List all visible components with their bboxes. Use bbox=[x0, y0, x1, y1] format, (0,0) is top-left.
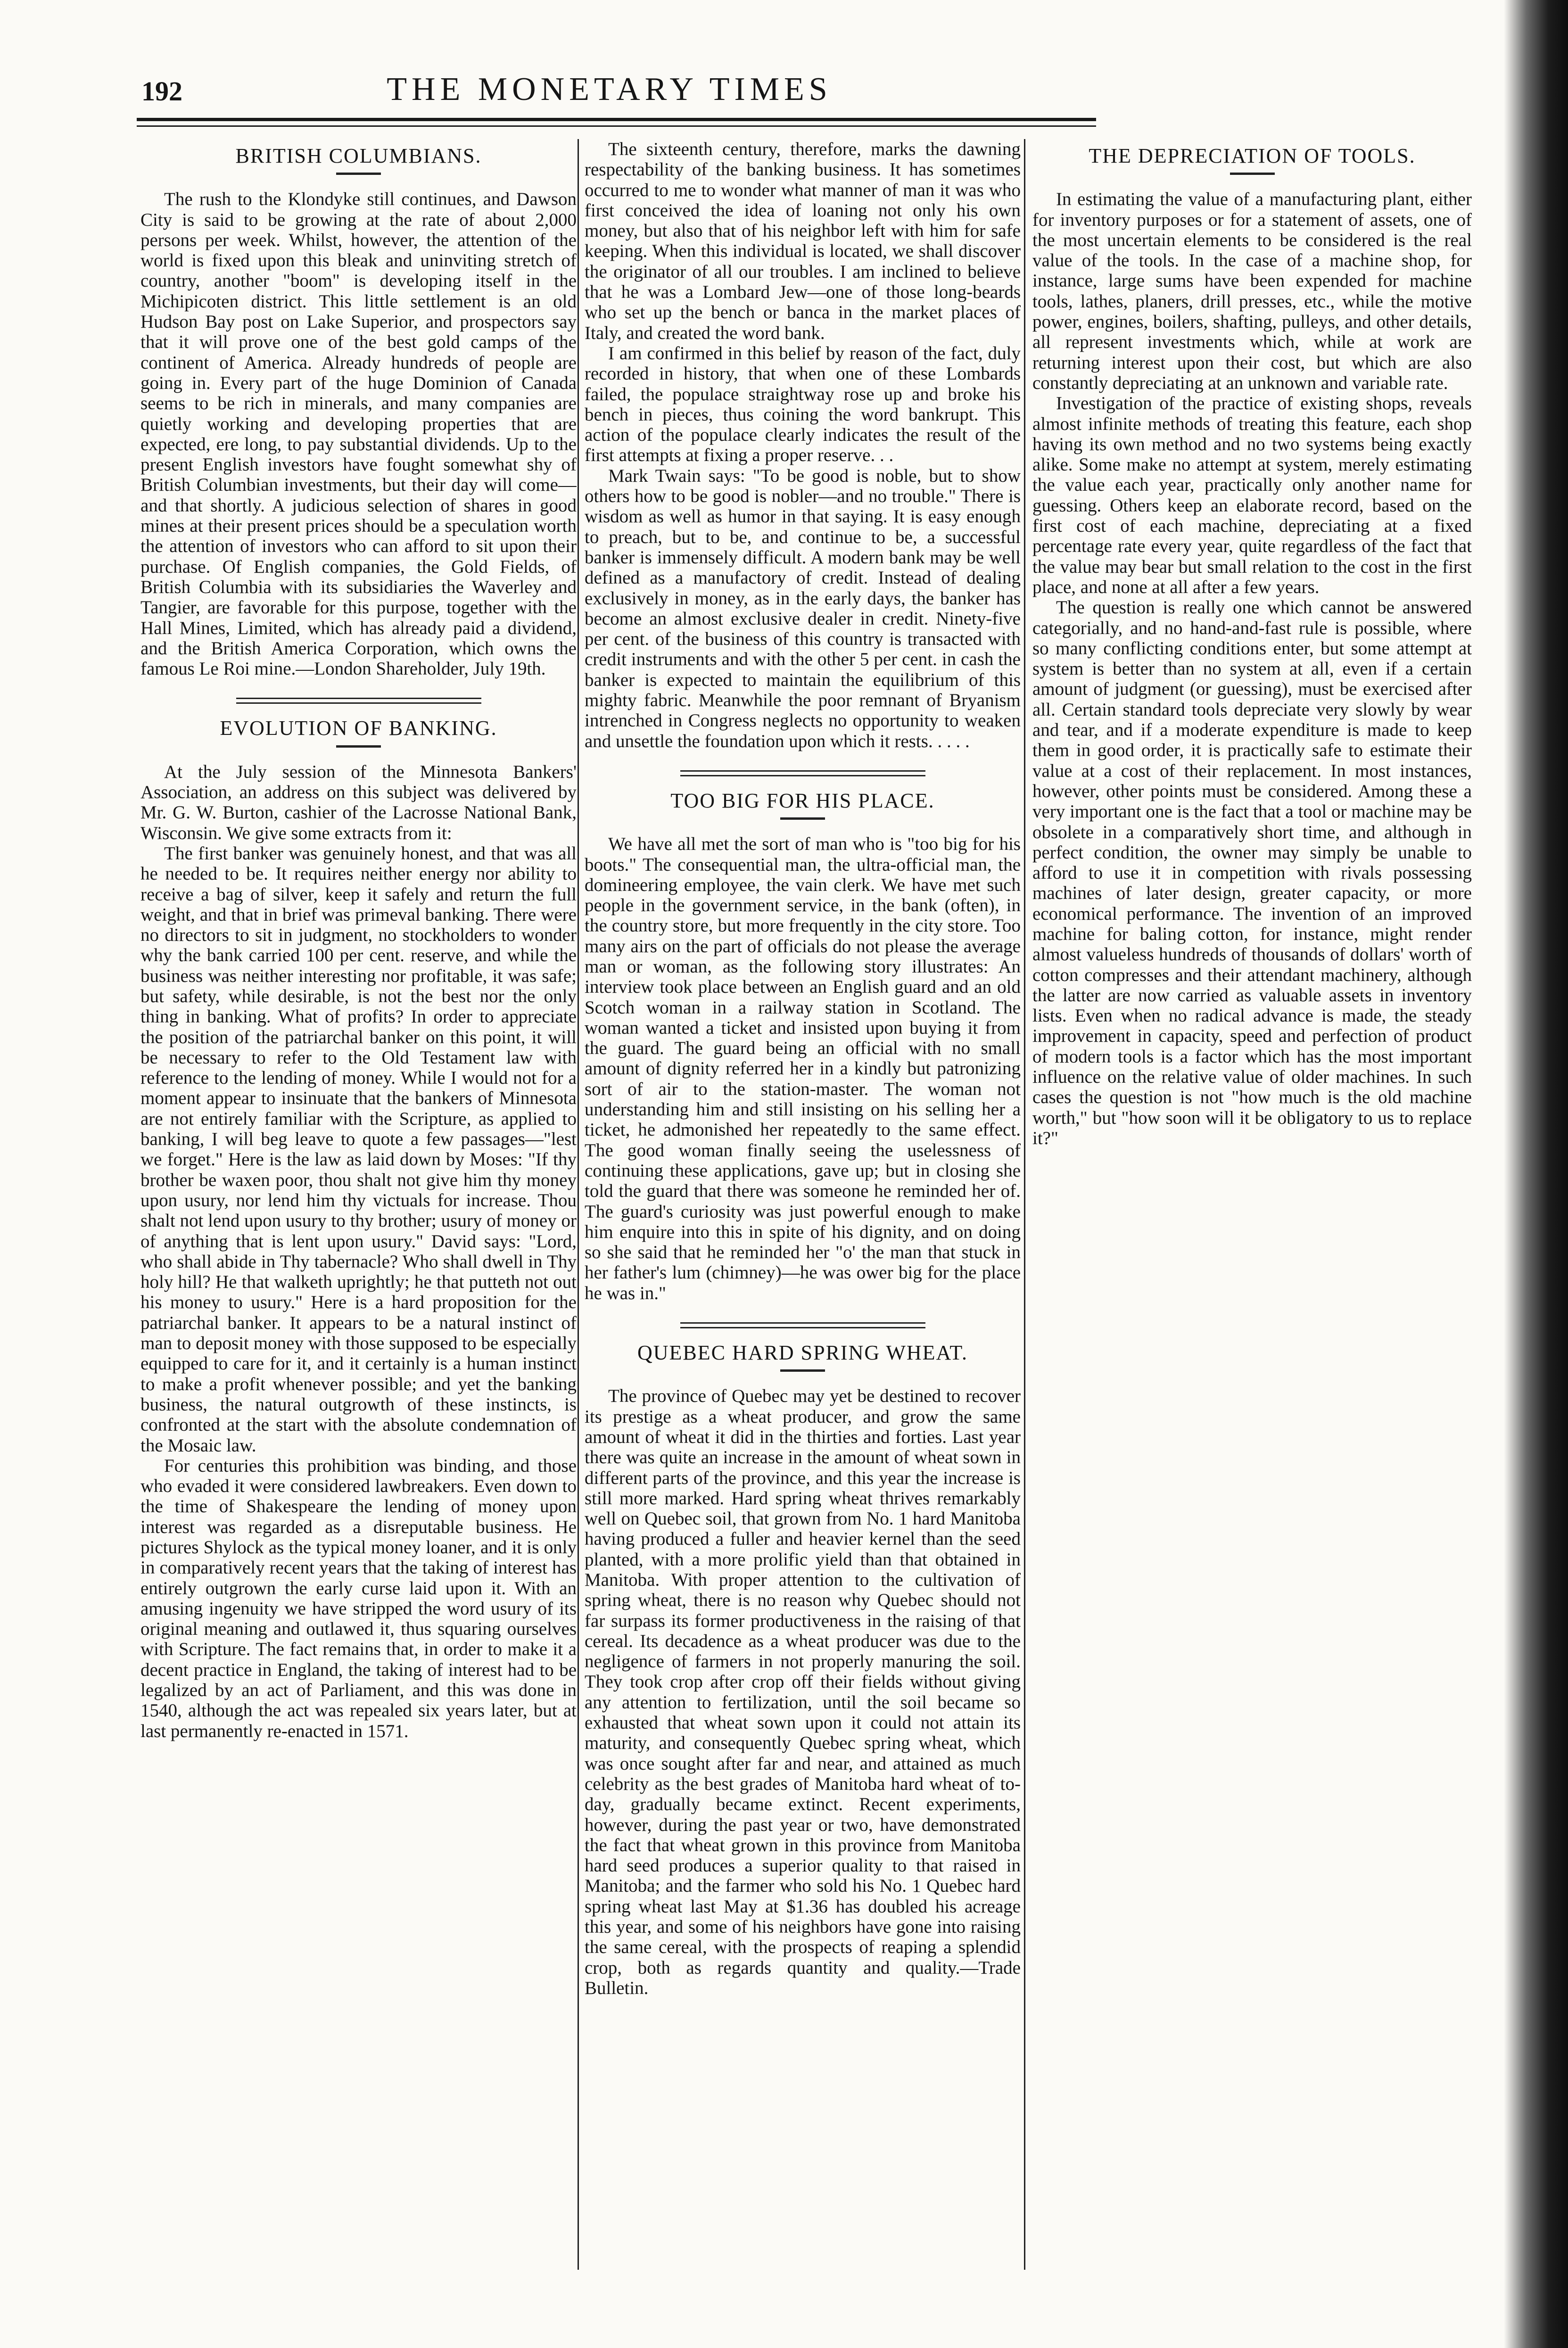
article-heading: EVOLUTION OF BANKING. bbox=[220, 717, 497, 740]
article-paragraph: The sixteenth century, therefore, marks the dawning respectability of the banking business. It has sometimes occurred to me to wonder what manner of man it was who first conceived the idea of loaning not only his own money, but also that of his neighbor left with him for safe keeping. When this individual is located, we shall discover the originator of all our troubles. I am inclined to believe that he was a Lombard Jew—one of those long-beards who set up the bench or banca in the market places of Italy, and created the word bank. bbox=[585, 139, 1021, 343]
article-paragraph: We have all met the sort of man who is "too big for his boots." The consequential man, the ultra-official man, the domineering employee, the vain clerk. We have met such people in the government service, in the bank (often), in the country store, but more frequently in the city store. Too many airs on the part of officials do not please the average man or woman, as the following story illustrates: An interview took place between an English guard and an old Scotch woman in a railway station in Scotland. The woman wanted a ticket and insisted upon buying it from the guard. The guard being an official with no small amount of dignity referred her in a kindly but patronizing sort of air to the station-master. The woman not understanding him and still insisting on his selling her a ticket, he admonished her repeatedly to the same effect. The good woman finally seeing the uselessness of continuing these applications, gave up; but in closing she told the guard that there was someone he reminded her of. The guard's curiosity was just powerful enough to make him enquire into this in spite of his dignity, and on doing so she said that he reminded her "o' the man that stuck in her father's lum (chimney)—he was ower big for the place he was in." bbox=[585, 834, 1021, 1303]
article-heading: BRITISH COLUMBIANS. bbox=[235, 144, 482, 167]
heading-dash bbox=[336, 173, 381, 175]
masthead bbox=[137, 66, 1082, 118]
header-rule bbox=[137, 118, 1096, 121]
article-separator bbox=[680, 770, 925, 776]
column-divider bbox=[578, 139, 579, 2270]
page-number: 192 bbox=[141, 76, 182, 107]
binding-edge bbox=[1504, 0, 1568, 2348]
column-divider bbox=[1024, 139, 1025, 2270]
article-paragraph: The question is really one which cannot be answered categorially, and no hand-and-fast rule is possible, where so many conflicting conditions enter, but some attempt at system is better than no system at all, even if a certain amount of judgment (or guessing), must be exercised after all. Certain standard tools depreciate very slowly by wear and tear, and if a moderate expenditure is made to keep them in good order, it is practically safe to estimate their value at a cost of their replacement. In most instances, however, other points must be considered. Among these a very important one is the fact that a tool or machine may be obsolete in a comparatively short time, and although in perfect condition, the owner may simply be unable to afford to use it in competition with rivals possessing machines of later design, greater capacity, or more economical performance. The invention of an improved machine for baling cotton, for instance, might render almost valueless hundreds of thousands of dollars' worth of cotton compresses and their attendant machinery, although the latter are now carried as valuable assets in inventory lists. Even when no radical advance is made, the steady improvement in capacity, speed and perfection of product of modern tools is a factor which has the most important influence on the relative value of older machines. In such cases the question is not "how much is the old machine worth," but "how soon will it be obligatory to us to replace it?" bbox=[1032, 597, 1472, 1148]
article-paragraph: I am confirmed in this belief by reason of the fact, duly recorded in history, that when one of these Lombards failed, the populace straightway rose up and broke his bench in pieces, thus coining the word bankrupt. This action of the populace clearly indicates the result of the first attempts at fixing a proper reserve. . . bbox=[585, 343, 1021, 466]
column-3 bbox=[1032, 139, 1472, 2270]
column-2 bbox=[585, 139, 1021, 2270]
article-paragraph: The province of Quebec may yet be destined to recover its prestige as a wheat producer, and grow the same amount of wheat it did in the thirties and forties. Last year there was quite an increase in the amount of wheat sown in different parts of the province, and this year the increase is still more marked. Hard spring wheat thrives remarkably well on Quebec soil, that grown from No. 1 hard Manitoba having produced a fuller and heavier kernel than the seed planted, with a more prolific yield than that obtained in Manitoba. With proper attention to the cultivation of spring wheat, there is no reason why Quebec should not far surpass its former productiveness in the raising of that cereal. Its decadence as a wheat producer was due to the negligence of farmers in not properly manuring the soil. They took crop after crop off their fields without giving any attention to fertilization, until the soil became so exhausted that wheat sown upon it could not attain its maturity, and consequently Quebec spring wheat, which was once sought after far and near, and attained as much celebrity as the best grades of Manitoba hard wheat of to-day, gradually became extinct. Recent experiments, however, during the past year or two, have demonstrated the fact that wheat grown in this province from Manitoba hard seed produces a superior quality to that raised in Manitoba; and the farmer who sold his No. 1 Quebec hard spring wheat last May at $1.36 has doubled his acreage this year, and some of his neighbors have gone into raising the same cereal, with the prospects of reaping a splendid crop, both as regards quantity and quality.—Trade Bulletin. bbox=[585, 1386, 1021, 1998]
article-separator bbox=[680, 1322, 925, 1328]
article-paragraph: Mark Twain says: "To be good is noble, but to show others how to be good is nobler—and no trouble." There is wisdom as well as humor in that saying. It is easy enough to preach, but to be, and continue to be, a successful banker is immensely difficult. A modern bank may be well defined as a manufactory of credit. Instead of dealing exclusively in money, as in the early days, the banker has become an almost exclusive dealer in credit. Ninety-five per cent. of the business of this country is transacted with credit instruments and with the other 5 per cent. in cash the banker is expected to maintain the equilibrium of this mighty fabric. Meanwhile the poor remnant of Bryanism intrenched in Congress neglects no opportunity to weaken and unsettle the foundation upon which it rests. . . . . bbox=[585, 465, 1021, 751]
article-paragraph: The rush to the Klondyke still continues, and Dawson City is said to be growing at the rate of about 2,000 persons per week. Whilst, however, the attention of the world is fixed upon this bleak and uninviting stretch of country, another "boom" is developing itself in the Michipicoten district. This little settlement is an old Hudson Bay post on Lake Superior, and prospectors say that it will prove one of the best gold camps of the continent of America. Already hundreds of people are going in. Every part of the huge Dominion of Canada seems to be rich in minerals, and many companies are quietly working and developing properties that are expected, ere long, to pay substantial dividends. Up to the present English investors have fought somewhat shy of British Columbian investments, but their day will come—and that shortly. A judicious selection of shares in good mines at their present prices should be a speculation worth the attention of investors who can afford to sit upon their purchase. Of English companies, the Gold Fields, of British Columbia with its subsidiaries the Waverley and Tangier, are favorable for this purpose, together with the Hall Mines, Limited, which has already paid a dividend, and the British America Corporation, which owns the famous Le Roi mine.—London Shareholder, July 19th. bbox=[140, 189, 577, 679]
article-paragraph: In estimating the value of a manufacturing plant, either for inventory purposes or for a statement of assets, one of the most uncertain elements to be considered is the real value of the tools. In the case of a machine shop, for instance, large sums have been expended for machine tools, lathes, planers, drill presses, etc., while the motive power, engines, boilers, shafting, pulleys, and other details, all represent investments which, while at work are returning interest upon their cost, but which are also constantly depreciating at an unknown and variable rate. bbox=[1032, 189, 1472, 393]
heading-dash bbox=[780, 1369, 825, 1372]
article-paragraph: At the July session of the Minnesota Bankers' Association, an address on this subject was delivered by Mr. G. W. Burton, cashier of the Lacrosse National Bank, Wisconsin. We give some extracts from it: bbox=[140, 761, 577, 843]
article-heading: THE DEPRECIATION OF TOOLS. bbox=[1089, 144, 1416, 167]
heading-dash bbox=[780, 817, 825, 820]
newspaper-title: THE MONETARY TIMES bbox=[387, 71, 832, 107]
column-1 bbox=[140, 139, 577, 2270]
heading-dash bbox=[1230, 173, 1275, 175]
article-paragraph: Investigation of the practice of existing shops, reveals almost infinite methods of treating this feature, each shop having its own method and no two systems being exactly alike. Some make no attempt at system, merely estimating the value each year, practically only another name for guessing. Others keep an elaborate record, based on the first cost of each machine, depreciating at a fixed percentage rate every year, quite regardless of the fact that the value may bear but small relation to the cost in the first place, and none at all after a few years. bbox=[1032, 393, 1472, 597]
article-heading: QUEBEC HARD SPRING WHEAT. bbox=[637, 1341, 968, 1365]
article-paragraph: For centuries this prohibition was binding, and those who evaded it were considered lawbreakers. Even down to the time of Shakespeare the lending of money upon interest was regarded as a disreputable business. He pictures Shylock as the typical money loaner, and it is only in comparatively recent years that the taking of interest has entirely outgrown the early curse laid upon it. With an amusing ingenuity we have stripped the word usury of its original meaning and outlawed it, thus squaring ourselves with Scripture. The fact remains that, in order to make it a decent practice in England, the taking of interest had to be legalized by an act of Parliament, and this was done in 1540, although the act was repealed six years later, but at last permanently re-enacted in 1571. bbox=[140, 1455, 577, 1741]
article-separator bbox=[236, 698, 481, 704]
article-heading: TOO BIG FOR HIS PLACE. bbox=[670, 789, 935, 812]
heading-dash bbox=[336, 745, 381, 748]
header-rule-thin bbox=[137, 125, 1096, 127]
article-paragraph: The first banker was genuinely honest, and that was all he needed to be. It requires neither energy nor ability to receive a bag of silver, keep it safely and return the full weight, and that in brief was primeval banking. There were no directors to sit in judgment, no stockholders to wonder why the bank carried 100 per cent. reserve, and while the business was neither interesting nor profitable, it was safe; but safety, while desirable, is not the best nor the only thing in banking. What of profits? In order to appreciate the position of the patriarchal banker on this point, it will be necessary to refer to the Old Testament law with reference to the lending of money. While I would not for a moment appear to insinuate that the bankers of Minnesota are not entirely familiar with the Scripture, as applied to banking, I will beg leave to quote a few passages—"lest we forget." Here is the law as laid down by Moses: "If thy brother be waxen poor, thou shalt not give him thy money upon usury, nor lend him thy victuals for increase. Thou shalt not lend upon usury to thy brother; usury of money or of anything that is lent upon usury." David says: "Lord, who shall abide in Thy tabernacle? Who shall dwell in Thy holy hill? He that walketh uprightly; he that putteth not out his money to usury." Here is a hard proposition for the patriarchal banker. It appears to be a natural instinct of man to deposit money with those supposed to be especially equipped to care for it, and it certainly is a human instinct to make a profit whenever possible; and yet the banking business, the natural outgrowth of these instincts, is confronted at the start with the absolute condemnation of the Mosaic law. bbox=[140, 843, 577, 1456]
